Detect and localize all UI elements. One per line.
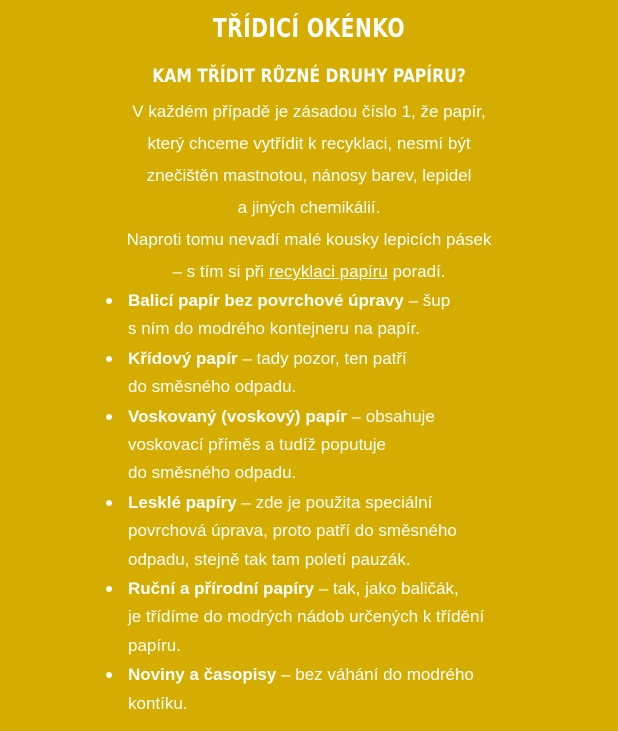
intro-line: a jiných chemikálií. xyxy=(237,198,381,217)
item-heading: Noviny a časopisy xyxy=(128,665,277,685)
list-item xyxy=(0,345,528,402)
bullet-icon xyxy=(106,586,112,592)
bullet-icon xyxy=(106,672,112,678)
intro-line: znečištěn mastnotou, nánosy barev, lepidel xyxy=(146,166,472,185)
intro-line-prefix: – s tím si při xyxy=(172,262,269,281)
item-text: do směsného odpadu. xyxy=(128,377,297,397)
item-text: – tady pozor, ten patří xyxy=(237,348,407,368)
item-heading: Voskovaný (voskový) papír xyxy=(128,406,347,426)
item-heading: Balicí papír bez povrchové úpravy xyxy=(128,291,404,310)
bullet-icon xyxy=(106,414,112,420)
item-text: – tak, jako baličák, xyxy=(314,579,459,599)
item-text: papíru. xyxy=(128,635,181,655)
intro-paragraph-1 xyxy=(60,96,558,224)
item-text: do směsného odpadu. xyxy=(128,463,297,483)
intro-line: Naproti tomu nevadí malé kousky lepicích pásek xyxy=(126,230,492,249)
item-text: – šup xyxy=(403,291,451,310)
intro-line-suffix: poradí. xyxy=(387,262,446,281)
list-item xyxy=(0,575,528,660)
item-text: povrchová úprava, proto patří do směsného xyxy=(128,521,457,541)
item-heading: Lesklé papíry xyxy=(128,492,237,512)
item-text: – zde je použita speciální xyxy=(236,492,433,512)
item-text: voskovací příměs a tudíž poputuje xyxy=(128,435,386,455)
paper-types-list xyxy=(0,287,618,719)
bullet-icon xyxy=(106,298,112,304)
item-text: – obsahuje xyxy=(346,406,435,426)
intro-line: V každém případě je zásadou číslo 1, že papír, xyxy=(132,102,486,121)
list-item xyxy=(0,661,528,718)
item-text: je třídíme do modrých nádob určených k třídění xyxy=(128,607,485,627)
page-title: TŘÍDICÍ OKÉNKO xyxy=(212,14,406,44)
list-item xyxy=(0,489,528,574)
bullet-icon xyxy=(106,356,112,362)
item-heading: Křídový papír xyxy=(128,348,238,368)
intro-paragraph-2 xyxy=(60,224,558,288)
intro-text xyxy=(60,96,558,288)
item-heading: Ruční a přírodní papíry xyxy=(128,579,315,599)
list-item xyxy=(0,403,528,488)
intro-line: který chceme vytřídit k recyklaci, nesmí být xyxy=(147,134,471,153)
item-text: kontíku. xyxy=(128,693,188,713)
list-item xyxy=(0,287,528,344)
bullet-icon xyxy=(106,500,112,506)
paper-recycling-link[interactable]: recyklaci papíru xyxy=(268,262,388,281)
item-text: – bez váhání do modrého xyxy=(276,665,474,685)
section-subtitle: KAM TŘÍDIT RŮZNÉ DRUHY PAPÍRU? xyxy=(152,65,466,87)
item-text: s ním do modrého kontejneru na papír. xyxy=(128,319,421,339)
item-text: odpadu, stejně tak tam poletí pauzák. xyxy=(128,549,411,569)
